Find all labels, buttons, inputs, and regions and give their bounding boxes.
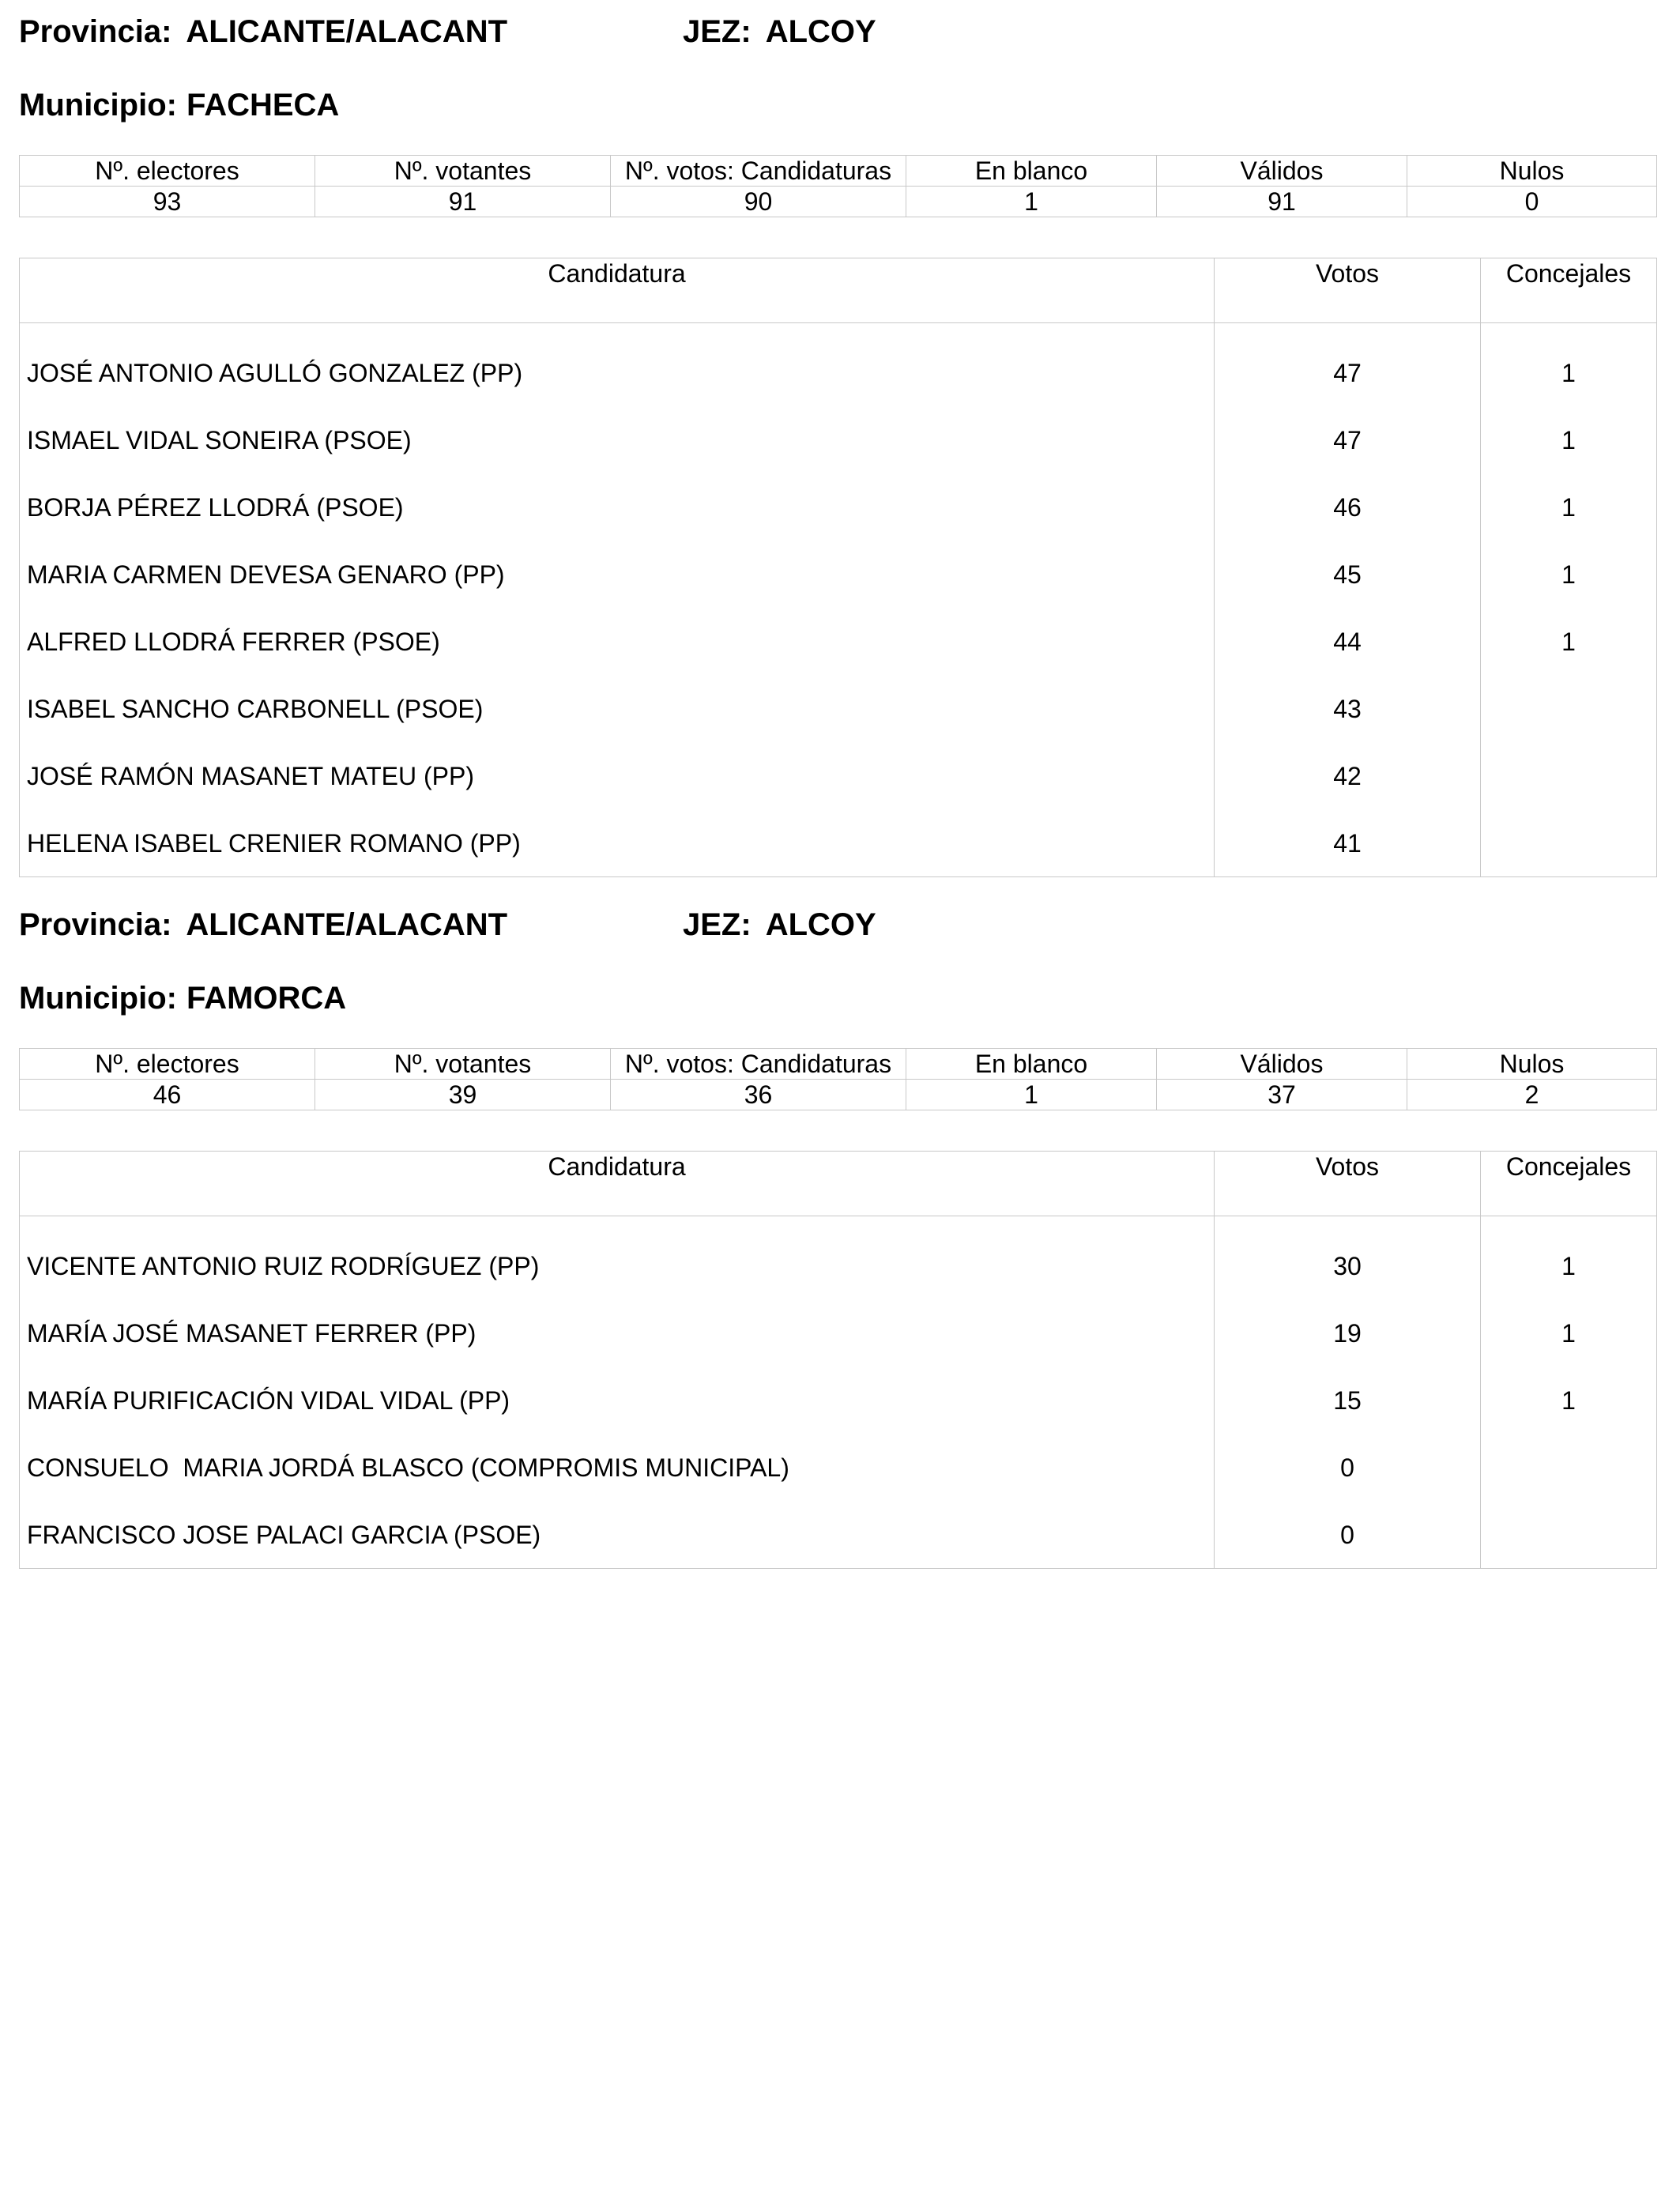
summary-header-nulos: Nulos: [1407, 1049, 1657, 1080]
summary-value-nulos: 2: [1407, 1080, 1657, 1110]
summary-value-validos: 37: [1157, 1080, 1407, 1110]
candidate-seats: 1: [1561, 1251, 1576, 1280]
candidate-name: ALFRED LLODRÁ FERRER (PSOE): [20, 608, 1215, 675]
candidate-votes: 0: [1215, 1434, 1481, 1501]
header-candidatura: Candidatura: [20, 258, 1215, 323]
summary-header-electores: Nº. electores: [20, 156, 315, 187]
summary-header-votantes: Nº. votantes: [315, 156, 611, 187]
municipio-section-facheca: [19, 14, 1656, 865]
jez-line: [683, 907, 876, 942]
candidate-seats: 1: [1561, 425, 1576, 454]
header-concejales: Concejales: [1481, 258, 1657, 323]
candidate-votes: 19: [1215, 1299, 1481, 1367]
candidate-name: ISABEL SANCHO CARBONELL (PSOE): [20, 675, 1215, 742]
candidate-votes: 47: [1215, 406, 1481, 473]
candidate-name: JOSÉ RAMÓN MASANET MATEU (PP): [20, 742, 1215, 809]
candidate-row: [20, 406, 1657, 473]
municipio-line: [19, 981, 346, 1016]
summary-value-en-blanco: 1: [906, 187, 1157, 217]
candidate-votes: 30: [1215, 1216, 1481, 1300]
jez-label: JEZ:: [683, 907, 751, 942]
summary-header-row: [20, 156, 1657, 187]
provincia-label: Provincia:: [19, 907, 172, 942]
candidate-votes: 45: [1215, 541, 1481, 608]
candidate-row: [20, 675, 1657, 742]
jez-value: ALCOY: [765, 907, 876, 942]
summary-value-votos-candidaturas: 36: [611, 1080, 906, 1110]
candidate-name: MARÍA PURIFICACIÓN VIDAL VIDAL (PP): [20, 1367, 1215, 1434]
jez-line: [683, 14, 876, 49]
candidate-row: [20, 742, 1657, 809]
summary-header-en-blanco: En blanco: [906, 156, 1157, 187]
summary-header-en-blanco: En blanco: [906, 1049, 1157, 1080]
summary-header-row: [20, 1049, 1657, 1080]
summary-header-validos: Válidos: [1157, 156, 1407, 187]
summary-value-row: [20, 187, 1657, 217]
candidate-row: [20, 608, 1657, 675]
candidate-name: BORJA PÉREZ LLODRÁ (PSOE): [20, 473, 1215, 541]
candidate-votes: 41: [1215, 809, 1481, 877]
candidate-row: [20, 1367, 1657, 1434]
candidate-seats: [1481, 809, 1657, 877]
candidate-name: MARIA CARMEN DEVESA GENARO (PP): [20, 541, 1215, 608]
candidate-name: JOSÉ ANTONIO AGULLÓ GONZALEZ (PP): [20, 323, 1215, 407]
summary-value-electores: 93: [20, 187, 315, 217]
summary-table: [19, 1048, 1657, 1110]
candidate-votes: 0: [1215, 1501, 1481, 1569]
header-concejales: Concejales: [1481, 1152, 1657, 1216]
candidate-votes: 46: [1215, 473, 1481, 541]
summary-value-validos: 91: [1157, 187, 1407, 217]
candidates-table: [19, 258, 1657, 877]
summary-value-electores: 46: [20, 1080, 315, 1110]
candidate-votes: 43: [1215, 675, 1481, 742]
municipio-label: Municipio:: [19, 88, 177, 123]
candidate-seats: 1: [1561, 627, 1576, 656]
summary-table: [19, 155, 1657, 217]
summary-value-en-blanco: 1: [906, 1080, 1157, 1110]
candidate-row: [20, 323, 1657, 407]
summary-header-votos-candidaturas: Nº. votos: Candidaturas: [611, 156, 906, 187]
candidate-seats: 1: [1561, 492, 1576, 522]
candidates-header-row: [20, 1152, 1657, 1216]
provincia-label: Provincia:: [19, 14, 172, 49]
summary-header-electores: Nº. electores: [20, 1049, 315, 1080]
municipio-value: FAMORCA: [186, 981, 347, 1016]
jez-label: JEZ:: [683, 14, 751, 49]
candidates-header-row: [20, 258, 1657, 323]
municipio-value: FACHECA: [186, 88, 340, 123]
jez-value: ALCOY: [765, 14, 876, 49]
candidates-table: [19, 1151, 1657, 1569]
candidate-seats: 1: [1561, 358, 1576, 387]
candidate-votes: 44: [1215, 608, 1481, 675]
summary-header-votantes: Nº. votantes: [315, 1049, 611, 1080]
summary-header-votos-candidaturas: Nº. votos: Candidaturas: [611, 1049, 906, 1080]
candidate-row: [20, 1299, 1657, 1367]
municipio-label: Municipio:: [19, 981, 177, 1016]
candidate-seats: 1: [1561, 1318, 1576, 1348]
candidate-name: HELENA ISABEL CRENIER ROMANO (PP): [20, 809, 1215, 877]
candidate-seats: 1: [1561, 560, 1576, 589]
candidate-seats: [1481, 1434, 1657, 1501]
candidate-row: [20, 541, 1657, 608]
summary-value-votos-candidaturas: 90: [611, 187, 906, 217]
provincia-line: [19, 907, 507, 942]
provincia-line: [19, 14, 507, 49]
summary-value-votantes: 91: [315, 187, 611, 217]
summary-value-row: [20, 1080, 1657, 1110]
provincia-value: ALICANTE/ALACANT: [186, 14, 508, 49]
municipio-section-famorca: [19, 907, 1656, 1563]
header-votos: Votos: [1215, 1152, 1481, 1216]
candidate-name: VICENTE ANTONIO RUIZ RODRÍGUEZ (PP): [20, 1216, 1215, 1300]
summary-value-nulos: 0: [1407, 187, 1657, 217]
summary-header-nulos: Nulos: [1407, 156, 1657, 187]
candidate-row: [20, 1216, 1657, 1300]
candidate-name: FRANCISCO JOSE PALACI GARCIA (PSOE): [20, 1501, 1215, 1569]
candidate-row: [20, 473, 1657, 541]
summary-value-votantes: 39: [315, 1080, 611, 1110]
candidate-seats: 1: [1561, 1385, 1576, 1415]
header-votos: Votos: [1215, 258, 1481, 323]
candidate-name: MARÍA JOSÉ MASANET FERRER (PP): [20, 1299, 1215, 1367]
candidate-row: [20, 1501, 1657, 1569]
candidate-name: CONSUELO MARIA JORDÁ BLASCO (COMPROMIS MUNICIPAL): [20, 1434, 1215, 1501]
summary-header-validos: Válidos: [1157, 1049, 1407, 1080]
candidate-row: [20, 809, 1657, 877]
municipio-line: [19, 88, 339, 123]
candidate-votes: 42: [1215, 742, 1481, 809]
candidate-seats: [1481, 675, 1657, 742]
candidate-seats: [1481, 1501, 1657, 1569]
candidate-votes: 15: [1215, 1367, 1481, 1434]
provincia-value: ALICANTE/ALACANT: [186, 907, 508, 942]
candidate-row: [20, 1434, 1657, 1501]
header-candidatura: Candidatura: [20, 1152, 1215, 1216]
candidate-seats: [1481, 742, 1657, 809]
candidate-name: ISMAEL VIDAL SONEIRA (PSOE): [20, 406, 1215, 473]
candidate-votes: 47: [1215, 323, 1481, 407]
